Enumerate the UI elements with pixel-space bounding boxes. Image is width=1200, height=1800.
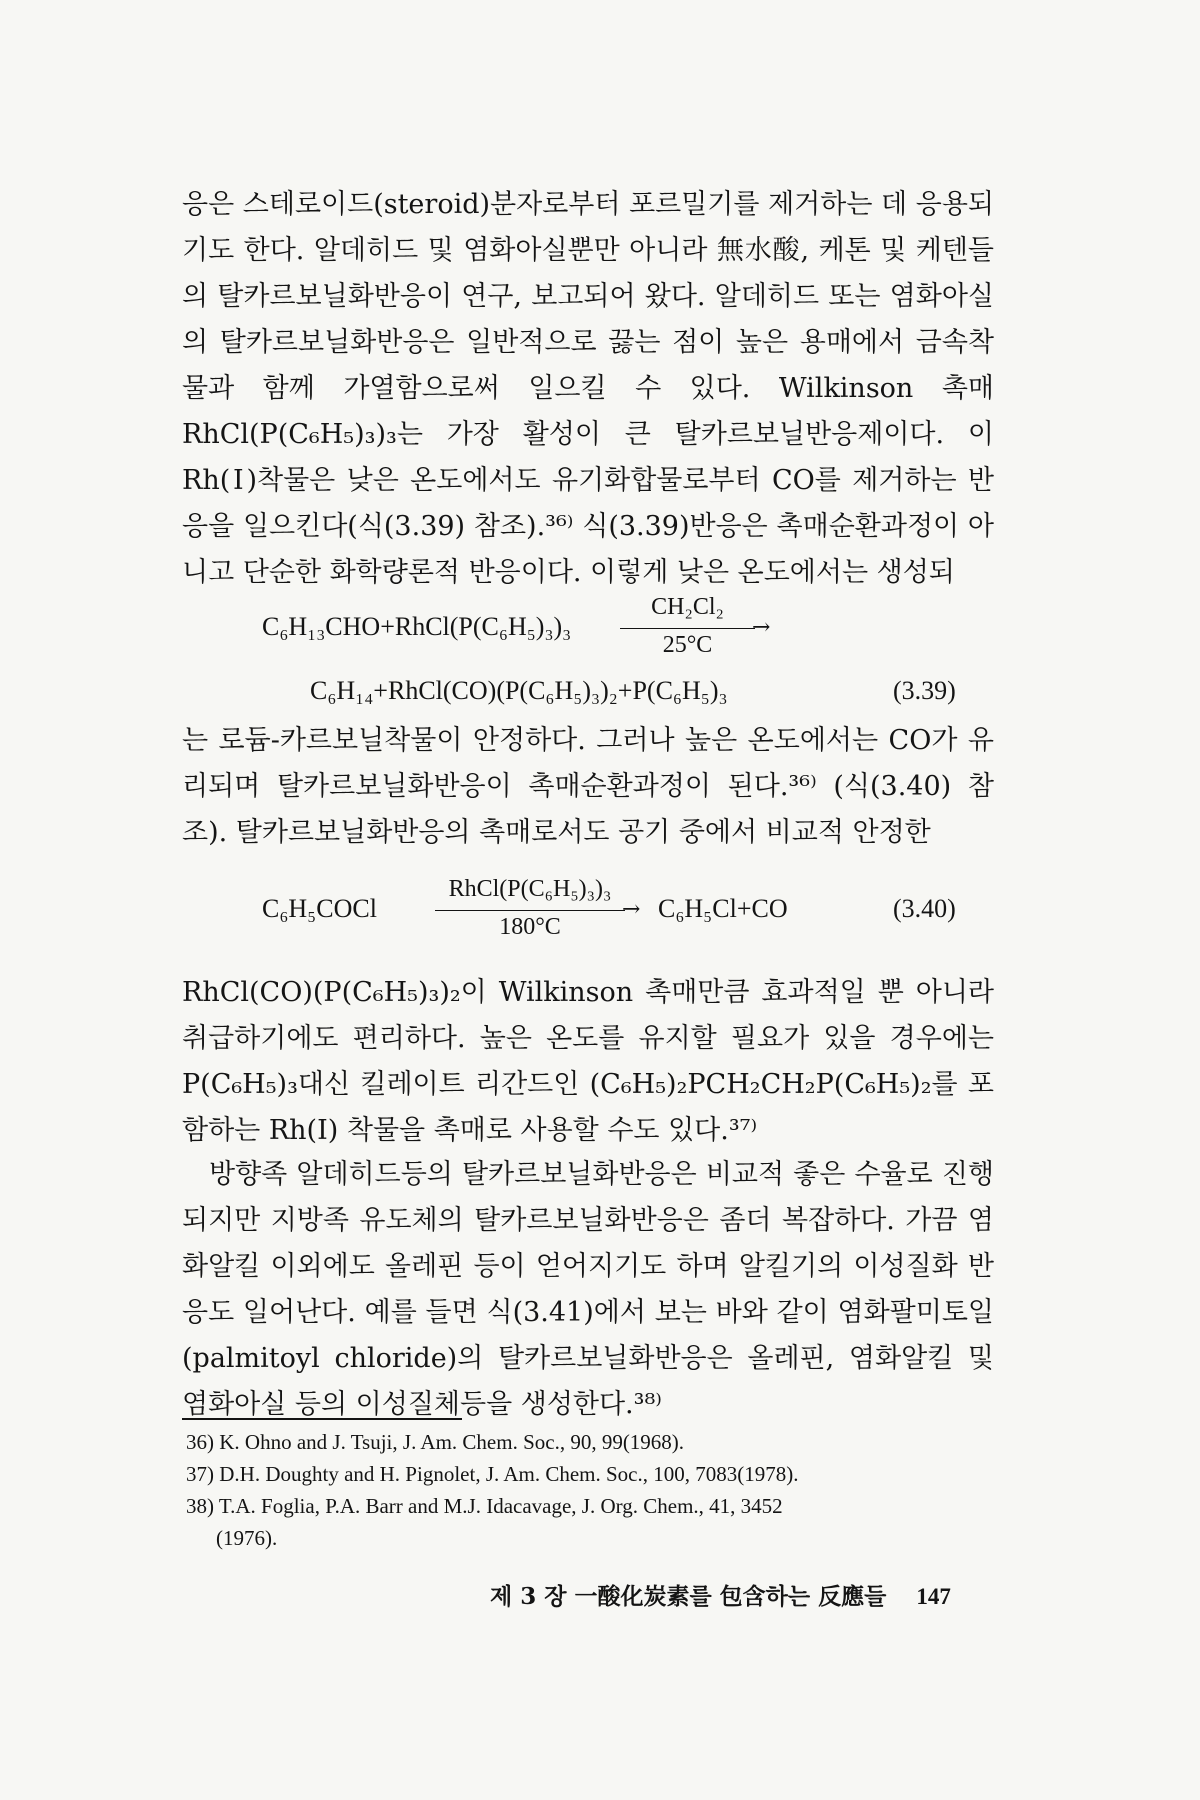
footnote-37: 37) D.H. Doughty and H. Pignolet, J. Am. Chem. Soc., 100, 7083(1978).	[186, 1462, 799, 1486]
eq339-over: CH₂Cl₂	[651, 594, 724, 620]
page-footer	[490, 1578, 951, 1611]
eq339-number: (3.39)	[893, 676, 956, 705]
footnote-36: 36) K. Ohno and J. Tsuji, J. Am. Chem. Soc., 90, 99(1968).	[186, 1430, 685, 1454]
footnote-divider	[182, 1418, 462, 1420]
arrow-right-icon: →	[622, 897, 641, 922]
paragraph-1-block	[182, 182, 994, 596]
eq339-lhs: C₆H₁₃CHO+RhCl(P(C₆H₅)₃)₃	[262, 612, 572, 641]
eq339-under: 25°C	[662, 632, 713, 658]
paragraph-3: RhCl(CO)(P(C₆H₅)₃)₂이 Wilkinson 촉매만큼 효과적일 뿐 아니라 취급하기에도 편리하다. 높은 온도를 유지할 필요가 있을 경우에는 P(C₆H₅)₃대신 킬레이트 리간드인 (C₆H₅)₂PCH₂CH₂P(C₆H₅)₂를 포함하는 Rh(Ⅰ) 착물을 촉매로 사용할 수도 있다.³⁷⁾	[182, 977, 994, 1146]
chapter-title: 제 3 장 一酸化炭素를 包含하는 反應들	[490, 1583, 887, 1610]
paragraph-4-block	[182, 1152, 994, 1428]
paragraph-2: 는 로듐-카르보닐착물이 안정하다. 그러나 높은 온도에서는 CO가 유리되며 탈카르보닐화반응이 촉매순환과정이 된다.³⁶⁾ (식(3.40) 참조). 탈카르보닐화반응의 촉매로서도 공기 중에서 비교적 안정한	[182, 725, 994, 848]
paragraph-4: 방향족 알데히드등의 탈카르보닐화반응은 비교적 좋은 수율로 진행되지만 지방족 유도체의 탈카르보닐화반응은 좀더 복잡하다. 가끔 염화알킬 이외에도 올레핀 등이 얻어지기도 하며 알킬기의 이성질화 반응도 일어난다. 예를 들면 식(3.41)에서 보는 바와 같이 염화팔미토일(palmitoyl chloride)의 탈카르보닐화반응은 올레핀, 염화알킬 및 염화아실 등의 이성질체등을 생성한다.³⁸⁾	[182, 1159, 994, 1420]
footnote-38: 38) T.A. Foglia, P.A. Barr and M.J. Idacavage, J. Org. Chem., 41, 3452	[186, 1494, 783, 1518]
eq340-arrow	[435, 910, 625, 911]
footnote-38-cont: (1976).	[216, 1526, 278, 1550]
eq340-under: 180°C	[499, 914, 561, 940]
arrow-right-icon: →	[752, 615, 771, 640]
paragraph-3-block	[182, 970, 994, 1154]
paragraph-2-block	[182, 718, 994, 856]
page-number: 147	[916, 1584, 951, 1609]
paragraph-1: 응은 스테로이드(steroid)분자로부터 포르밀기를 제거하는 데 응용되기도 한다. 알데히드 및 염화아실뿐만 아니라 無水酸, 케톤 및 케텐들의 탈카르보닐화반응이 연구, 보고되어 왔다. 알데히드 또는 염화아실의 탈카르보닐화반응은 일반적으로 끓는 점이 높은 용매에서 금속착물과 함께 가열함으로써 일으킬 수 있다. Wilkinson 촉매 RhCl(P(C₆H₅)₃)₃는 가장 활성이 큰 탈카르보닐반응제이다. 이 Rh(Ⅰ)착물은 낮은 온도에서도 유기화합물로부터 CO를 제거하는 반응을 일으킨다(식(3.39) 참조).³⁶⁾ 식(3.39)반응은 촉매순환과정이 아니고 단순한 화학량론적 반응이다. 이렇게 낮은 온도에서는 생성되	[182, 189, 994, 588]
eq339-rhs: C₆H₁₄+RhCl(CO)(P(C₆H₅)₃)₂+P(C₆H₅)₃	[310, 676, 728, 705]
eq340-lhs: C₆H₅COCl	[262, 894, 377, 923]
eq340-rhs: C₆H₅Cl+CO	[658, 894, 788, 923]
eq340-over: RhCl(P(C₆H₅)₃)₃	[448, 876, 612, 902]
eq340-number: (3.40)	[893, 894, 956, 923]
eq339-arrow	[620, 628, 755, 629]
